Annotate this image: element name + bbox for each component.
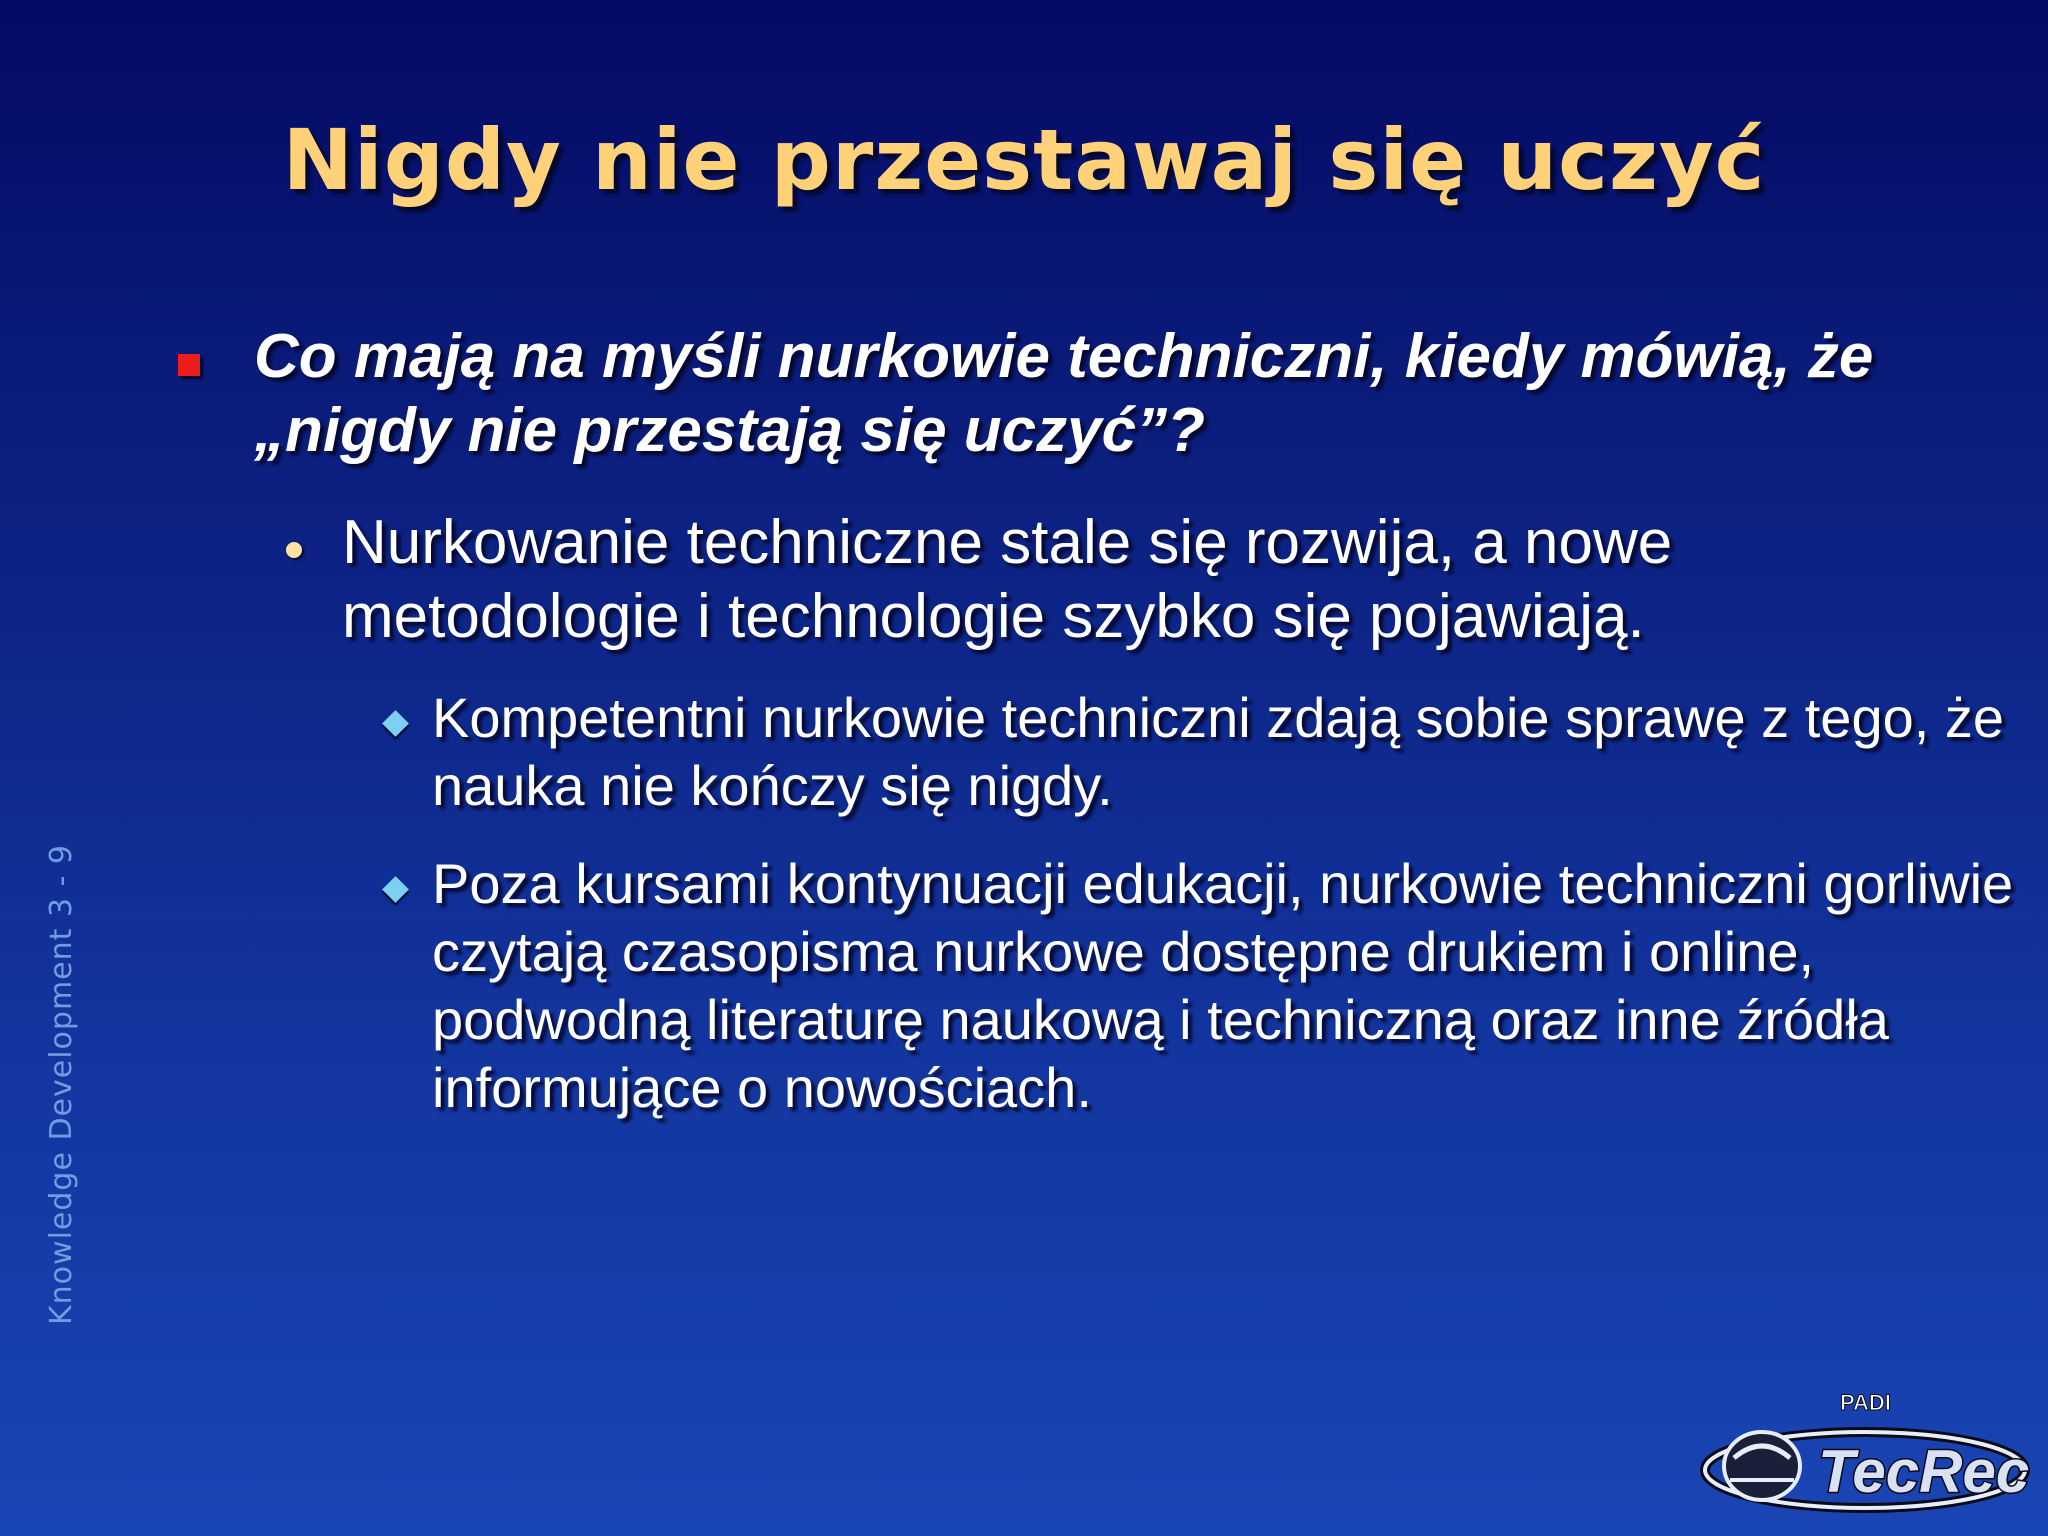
diamond-bullet-icon <box>382 710 409 737</box>
bullet-level-2-text: Nurkowanie techniczne stale się rozwija, a nowe metodologie i technologie szybko się pojawiają. <box>342 508 1673 651</box>
diamond-bullet-icon <box>382 876 409 903</box>
side-label: Knowledge Development 3 - 9 <box>44 843 79 1325</box>
logo-top-text: PADI <box>1840 1390 1891 1415</box>
slide-title: Nigdy nie przestawaj się uczyć <box>282 111 1766 209</box>
bullet-level-3-text: Poza kursami kontynuacji edukacji, nurkowie techniczni gorliwie czytają czasopisma nurkowe dostępne drukiem i online, podwodną literaturę naukową i techniczną oraz inne źródła informujące o nowościach. <box>432 852 2014 1119</box>
red-square-bullet-icon <box>178 354 200 376</box>
dot-bullet-icon <box>286 542 302 558</box>
bullet-level-3-text: Kompetentni nurkowie techniczni zdają sobie sprawę z tego, że nauka nie kończy się nigdy. <box>432 686 2004 817</box>
bullet-level-1-text: Co mają na myśli nurkowie techniczni, kiedy mówią, że „nigdy nie przestają się uczyć”? <box>254 322 1874 465</box>
padi-tecrec-logo <box>1700 1388 2030 1518</box>
logo-main-text: TecRec <box>1818 1438 2030 1505</box>
